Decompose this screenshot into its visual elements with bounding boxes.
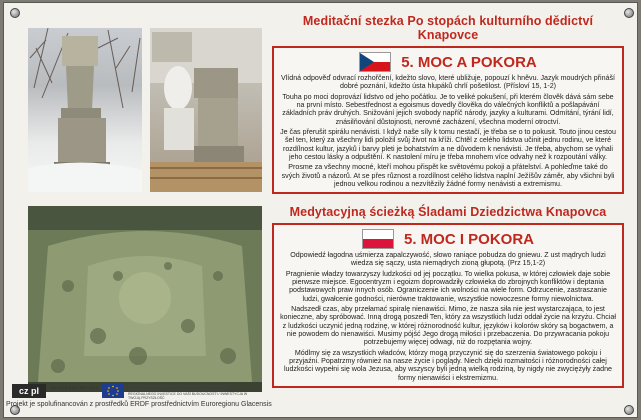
polish-section-title: Medytacyjną ścieżką Śladami Dziedzictwa Knapovca xyxy=(289,205,607,219)
eu-funding-text: EVROPSKÁ UNIE / UNIA EUROPEJSKA EVROPSKÝ FOND PRO REGIONÁLNÍ ROZVOJ / EUROPEJSKI FUNDUSZ ROZWOJU REGIONALNEGO INVESTICE DO VAŠÍ BUDOUCNOSTI / INWESTYCJA W TWOJĄ PRZYSZŁOŚĆ xyxy=(128,384,248,400)
photo-restoration-workshop xyxy=(150,28,262,192)
czech-paragraph: Touha po moci doprovází lidstvo od jeho počátku. Je to veliké pokušení, při kterém člověk dává sám sebe na první místo. Sebestřednost a egoismus dovedly člověka do válečných konfliktů a pošlapávání základních práv druhých. Snižování jejich svobody napříč národy, jazyky a kulturami. Odmítání, týrání lidí, znásilňování důstojnosti, nerovné zacházení, všechna moderní otroctví. xyxy=(282,92,614,126)
eu-flag-icon xyxy=(102,384,124,398)
czech-flag-icon xyxy=(359,52,391,72)
czech-text-frame xyxy=(272,46,624,194)
czech-paragraph: Je čas přerušit spirálu nenávisti. I když naše síly k tomu nestačí, je třeba se o to pokusit. Touto jinou cestou šel ten, který za všechny lidi položil svůj život na kříži. Chtěl z celého lidstva učinit jednu rodinu, ve které rozdílnost kultur, jazyků i barvy pleti je bohatstvím a ne důvodem k nenávisti. Je třeba, abychom se vyhali jeho cestou lásky a odpuštění. K nastolení míru je třeba mnohem více odvahy než k rozpoutání války. xyxy=(280,128,616,162)
bolt-icon xyxy=(624,8,634,18)
polish-paragraph: Pragnienie władzy towarzyszy ludzkości od jej początku. To wielka pokusa, w której człowiek daje sobie pierwsze miejsce. Egocentryzm i egoizm doprowadziły człowieka do zbrojnych konfliktów i deptania podstawowych praw innych osób. Ograniczenie ich wolności na wiele form. Odrzucenie, zastraszanie ludzi, gwałcenie godności, nierówne traktowanie, wszystkie nowoczesne formy niewolnictwa. xyxy=(285,269,611,303)
czech-paragraph: Prosme za všechny mocné, kteří mohou přispět ke světovému pokoji a přátelství. A pohleďme také do svých životů a názorů. At se přes různost a rozdílnost celého lidstva naplní Ježíšův záměr, aby všichni byli jednou velkou rodinou a nezvítězily žádné formy nenávisti a extremismu. xyxy=(281,163,615,189)
czpl-logo: cz pl xyxy=(12,384,46,398)
czech-paragraph: Vlídná odpověď odvrací rozhořčení, kdežto slovo, které ubližuje, popouzí k hněvu. Jazyk moudrých přináší dobré poznání, kdežto ústa hlupáků chrlí pošetilost. (Přísloví 15, 1-2) xyxy=(280,74,615,91)
polish-paragraph: Nadszedł czas, aby przełamać spiralę nienawiści. Mimo, że nasza siła nie jest wystarczająca, to jest konieczne, aby spróbować. Inną drogą poszedł Ten, który za wszystkich ludzi oddał życie na krzyżu. Chciał z ludzkości uczynić jedną rodzinę, w której różnorodność kultur, języków i kolorów skóry są bogactwem, a nie powodem do nienawiści. Musimy pójść Jego drogą miłości i przebaczenia. Do przywracania pokoju potrzebujemy więcej odwagi, niż do rozpętania wojny. xyxy=(280,305,616,347)
polish-text-frame xyxy=(272,223,624,388)
photo-moss-relief xyxy=(28,206,262,392)
polish-paragraph: Módlmy się za wszystkich władców, którzy mogą przyczynić się do szerzenia światowego pokoju i przyjaźni. Popatrzmy również na nasze życie i poglądy. Niech dzięki rozmaitości i różnorodności całej ludzkości wypełni się wola Jezusa, aby wszyscy byli jedną wielką rodziną, by nigdy nie zwyciężyły żadne formy nienawiści i ekstremizmu. xyxy=(283,348,613,382)
program-code: CZ.3.22/1.3.00/ 2007-2013 xyxy=(50,385,98,390)
polish-headline: 5. MOC I POKORA xyxy=(403,230,534,248)
polish-paragraph: Odpowiedź łagodna uśmierza zapalczywość, słowo raniące pobudza do gniewu. Z ust mądrych ludzi wiedza się sączy, usta niemądrych zioną głupotą. (Prz 15,1-2) xyxy=(290,251,606,268)
czech-section xyxy=(272,14,624,194)
polish-section xyxy=(272,205,624,388)
bolt-icon xyxy=(624,405,634,415)
photo-stone-cross-winter xyxy=(28,28,142,192)
czech-headline: 5. MOC A POKORA xyxy=(401,53,537,71)
polish-headline-row xyxy=(280,228,616,250)
czech-headline-row xyxy=(280,51,616,73)
polish-flag-icon xyxy=(362,229,394,249)
czech-section-title: Meditační stezka Po stopách kulturního dědictví Knapovce xyxy=(302,14,594,42)
footer-note: Projekt je spolufinancován z prostředků ERDF prostřednictvím Euroregionu Glacensis xyxy=(6,401,272,408)
bolt-icon xyxy=(10,8,20,18)
